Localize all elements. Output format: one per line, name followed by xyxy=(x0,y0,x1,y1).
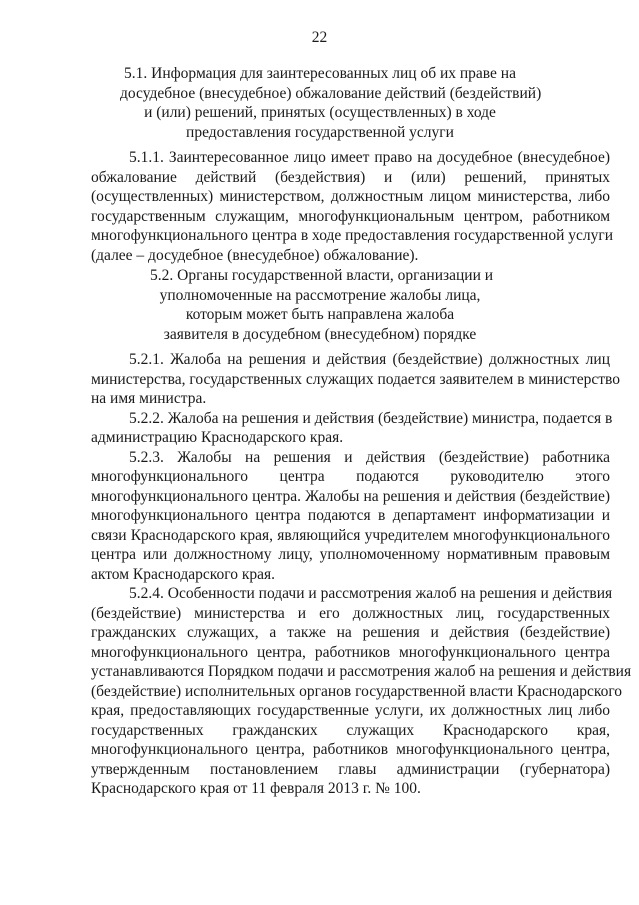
text-line: государственных гражданских служащих Краснодарского края, xyxy=(91,721,610,739)
text-line: (бездействие) министерства и его должностных лиц, государственных xyxy=(91,604,610,622)
text-line: Краснодарского края от 11 февраля 2013 г. № 100. xyxy=(91,780,421,797)
text-line: государственным служащим, многофункциональным центром, работником xyxy=(91,207,610,225)
text-line: многофункционального центра, работников многофункционального центра, xyxy=(91,741,610,758)
text-line: (бездействие) исполнительных органов государственной власти Краснодарского xyxy=(91,682,623,700)
text-line: 5.2.3. Жалобы на решения и действия (бездействие) работника xyxy=(129,448,610,466)
text-line: обжалование действий (бездействия) и (или) решений, принятых xyxy=(91,168,610,186)
text-line: 5.2.2. Жалоба на решения и действия (бездействие) министра, подается в xyxy=(129,409,613,427)
paragraph-5-1-1 xyxy=(91,148,614,265)
heading-line: которым может быть направлена жалоба xyxy=(185,306,455,323)
section-5-2-body xyxy=(91,350,632,799)
paragraph-5-2-2 xyxy=(91,409,613,448)
text-line: многофункционального центра в ходе предоставления государственной услуги xyxy=(91,227,614,244)
heading-line: 5.1. Информация для заинтересованных лиц об их праве на xyxy=(124,65,516,82)
text-line: многофункционального центра. Жалобы на решения и действия (бездействие) xyxy=(91,487,610,505)
text-line: гражданских служащих, а также на решения и действия (бездействие) xyxy=(91,624,610,641)
text-line: устанавливаются Порядком подачи и рассмотрения жалоб на решения и действия xyxy=(91,663,632,680)
text-line: края, предоставляющих государственные услуги, их должностных лиц либо xyxy=(91,702,610,719)
text-line: 5.1.1. Заинтересованное лицо имеет право на досудебное (внесудебное) xyxy=(129,149,610,166)
heading-line: досудебное (внесудебное) обжалование действий (бездействий) xyxy=(120,84,542,102)
text-line: многофункционального центра подаются руководителю этого xyxy=(91,468,610,485)
page-number: 22 xyxy=(311,29,328,46)
heading-line: предоставления государственной услуги xyxy=(186,123,454,141)
section-5-2-heading xyxy=(150,266,494,344)
heading-line: и (или) решений, принятых (осуществленных) в ходе xyxy=(144,104,496,121)
paragraph-5-2-3 xyxy=(91,448,610,585)
text-line: актом Краснодарского края. xyxy=(91,565,276,583)
text-line: администрацию Краснодарского края. xyxy=(91,429,344,446)
text-line: на имя министра. xyxy=(91,390,207,407)
heading-line: заявителя в досудебном (внесудебном) порядке xyxy=(163,325,477,343)
text-line: многофункционального центра, работников многофункционального центра xyxy=(91,643,610,661)
paragraph-5-1-1-block xyxy=(91,148,614,265)
text-line: многофункционального центра подаются в департамент информатизации и xyxy=(91,507,610,524)
text-line: связи Краснодарского края, являющийся учредителем многофункционального xyxy=(91,526,610,544)
text-line: 5.2.1. Жалоба на решения и действия (бездействие) должностных лиц xyxy=(129,351,610,368)
text-line: 5.2.4. Особенности подачи и рассмотрения жалоб на решения и действия xyxy=(129,585,613,602)
heading-line: 5.2. Органы государственной власти, организации и xyxy=(150,267,494,284)
heading-line: уполномоченные на рассмотрение жалобы лица, xyxy=(159,286,481,304)
paragraph-5-2-1 xyxy=(91,350,621,409)
paragraph-5-2-4 xyxy=(91,584,632,799)
section-5-1-heading xyxy=(120,64,542,142)
text-line: (осуществленных) министерством, должностным лицом министерства, либо xyxy=(91,188,610,205)
text-line: центра или должностному лицу, уполномоченному нормативным правовым xyxy=(91,546,610,563)
text-line: министерства, государственных служащих подается заявителем в министерство xyxy=(91,370,621,388)
text-line: (далее – досудебное (внесудебное) обжалование). xyxy=(91,246,419,264)
text-line: утвержденным постановлением главы администрации (губернатора) xyxy=(91,760,610,778)
